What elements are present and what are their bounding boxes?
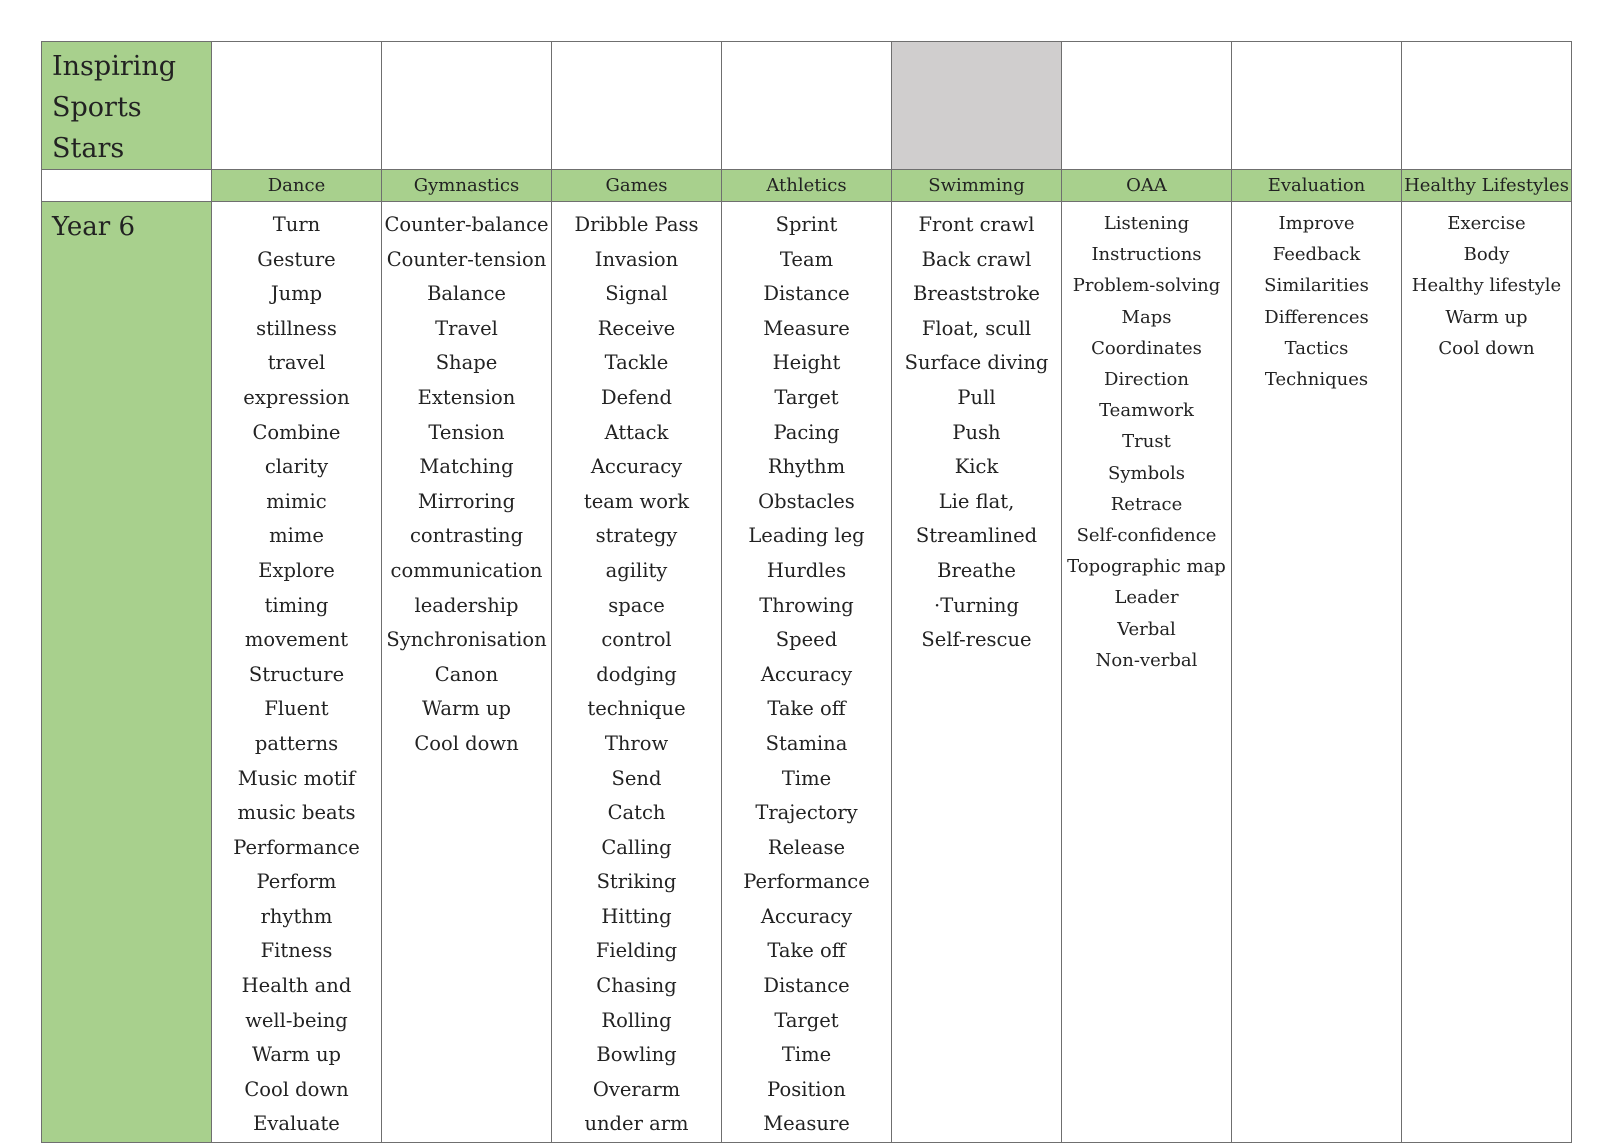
list-item: Evaluate (253, 1112, 340, 1136)
list-item: Accuracy (760, 904, 853, 928)
list-item: Health and (241, 974, 352, 998)
list-item: Body (1463, 244, 1510, 266)
column-header-games: Games (552, 170, 722, 202)
list-item: Cool down (414, 731, 519, 755)
list-item: Symbols (1108, 462, 1185, 484)
list-item: technique (587, 697, 686, 721)
list-item: Shape (435, 351, 498, 375)
list-item: Measure (763, 316, 850, 340)
gymnastics-cell (382, 202, 552, 1143)
list-item: Instructions (1091, 244, 1202, 266)
list-item: Defend (601, 385, 672, 409)
list-item: Invasion (594, 247, 679, 271)
list-item: Healthy lifestyle (1411, 275, 1562, 297)
games-cell (552, 202, 722, 1143)
column-header-gymnastics: Gymnastics (382, 170, 552, 202)
list-item: Perform (256, 870, 337, 894)
list-item: Performance (233, 835, 360, 859)
list-item: Verbal (1117, 618, 1176, 640)
column-header-healthy-lifestyles: Healthy Lifestyles (1402, 170, 1572, 202)
oaa-list (1062, 202, 1231, 676)
list-item: Chasing (596, 974, 677, 998)
list-item: Pacing (773, 420, 840, 444)
oaa-cell (1062, 202, 1232, 1143)
list-item: Feedback (1272, 244, 1361, 266)
list-item: Sprint (775, 213, 838, 236)
list-item: Cool down (244, 1077, 349, 1101)
list-item: Kick (954, 455, 999, 479)
list-item: expression (243, 385, 350, 409)
healthy-lifestyles-cell (1402, 202, 1572, 1143)
page-title: Inspiring Sports Stars (52, 51, 177, 164)
list-item: Rhythm (767, 455, 846, 479)
list-item: Fluent (264, 697, 329, 721)
list-item: Maps (1121, 306, 1172, 328)
column-header-evaluation: Evaluation (1232, 170, 1402, 202)
dance-list (212, 202, 381, 1142)
list-item: Breaststroke (913, 282, 1040, 306)
list-item: Time (781, 1043, 832, 1067)
healthy-lifestyles-list (1402, 202, 1571, 364)
list-item: Canon (434, 662, 499, 686)
list-item: mimic (266, 489, 327, 513)
list-item: dodging (596, 662, 677, 686)
list-item: Exercise (1447, 213, 1526, 234)
gymnastics-list (382, 202, 551, 762)
list-item: clarity (264, 455, 329, 479)
blank-cell (212, 42, 382, 170)
list-item: well-being (245, 1008, 348, 1032)
blank-cell (1232, 42, 1402, 170)
title-cell (42, 42, 212, 170)
list-item: strategy (595, 524, 678, 548)
list-item: Striking (596, 870, 677, 894)
list-item: Mirroring (417, 489, 516, 513)
list-item: Rolling (601, 1008, 672, 1032)
list-item: Stamina (765, 731, 848, 755)
list-item: mime (269, 524, 324, 548)
list-item: Float, scull (921, 316, 1032, 340)
swimming-list (892, 202, 1061, 658)
list-item: communication (390, 558, 543, 582)
athletics-cell (722, 202, 892, 1143)
list-item: Front crawl (918, 213, 1035, 236)
list-item: Matching (419, 455, 514, 479)
blank-cell (722, 42, 892, 170)
blank-cell (552, 42, 722, 170)
column-header-swimming: Swimming (892, 170, 1062, 202)
list-item: Tension (428, 420, 505, 444)
list-item: Counter-balance (384, 213, 549, 236)
list-item: Receive (597, 316, 676, 340)
list-item: Explore (258, 558, 335, 582)
list-item: Target (774, 1008, 839, 1032)
list-item: Tactics (1284, 337, 1349, 359)
column-header-athletics: Athletics (722, 170, 892, 202)
header-corner-cell (42, 170, 212, 202)
list-item: Warm up (1445, 306, 1528, 328)
list-item: under arm (584, 1112, 689, 1136)
list-item: Leader (1114, 587, 1179, 609)
shaded-blank-cell (892, 42, 1062, 170)
list-item: Tackle (604, 351, 669, 375)
list-item: Hurdles (766, 558, 847, 582)
list-item: Overarm (592, 1077, 681, 1101)
list-item: patterns (254, 731, 339, 755)
list-item: Music motif (237, 766, 356, 790)
list-item: Breathe (937, 558, 1016, 582)
column-header-oaa: OAA (1062, 170, 1232, 202)
list-item: Time (781, 766, 832, 790)
list-item: Retrace (1110, 493, 1183, 515)
list-item: Structure (248, 662, 345, 686)
athletics-list (722, 202, 891, 1142)
list-item: Position (767, 1077, 846, 1101)
evaluation-cell (1232, 202, 1402, 1143)
list-item: Release (767, 835, 846, 859)
list-item: Hitting (601, 904, 672, 928)
list-item: Lie flat, (938, 489, 1015, 513)
list-item: Problem-solving (1072, 275, 1221, 297)
list-item: Performance (743, 870, 870, 894)
games-list (552, 202, 721, 1142)
list-item: Jump (270, 282, 323, 306)
list-item: Topographic map (1067, 556, 1226, 578)
list-item: Accuracy (590, 455, 683, 479)
list-item: ·Turning (934, 593, 1019, 617)
list-item: space (608, 593, 665, 617)
list-item: Travel (435, 316, 498, 340)
dance-cell (212, 202, 382, 1143)
list-item: Improve (1278, 213, 1355, 234)
list-item: Counter-tension (386, 247, 547, 271)
list-item: music beats (237, 801, 356, 825)
list-item: contrasting (409, 524, 524, 548)
list-item: Fitness (260, 939, 333, 963)
list-item: Speed (775, 628, 838, 652)
list-item: travel (267, 351, 326, 375)
list-item: Non-verbal (1095, 649, 1198, 671)
list-item: Distance (763, 282, 850, 306)
list-item: Send (611, 766, 662, 790)
year-label: Year 6 (52, 212, 136, 242)
list-item: Push (952, 420, 1001, 444)
list-item: Take off (767, 939, 846, 963)
list-item: Distance (763, 974, 850, 998)
list-item: Streamlined (915, 524, 1038, 548)
list-item: Synchronisation (386, 628, 547, 652)
list-item: Similarities (1264, 275, 1369, 297)
list-item: team work (583, 489, 690, 513)
list-item: Trajectory (755, 801, 858, 825)
column-header-dance: Dance (212, 170, 382, 202)
list-item: Teamwork (1099, 400, 1194, 422)
list-item: Trust (1122, 431, 1171, 453)
list-item: Accuracy (760, 662, 853, 686)
list-item: timing (264, 593, 329, 617)
list-item: Obstacles (758, 489, 855, 513)
list-item: Team (779, 247, 834, 271)
list-item: Measure (763, 1112, 850, 1136)
title-row (42, 42, 1572, 170)
list-item: control (601, 628, 672, 652)
list-item: Warm up (251, 1043, 342, 1067)
blank-cell (1062, 42, 1232, 170)
list-item: Throwing (759, 593, 854, 617)
list-item: Attack (604, 420, 669, 444)
list-item: Take off (767, 697, 846, 721)
list-item: Self-rescue (921, 628, 1032, 652)
curriculum-table (41, 41, 1572, 1143)
list-item: Throw (604, 731, 669, 755)
list-item: Coordinates (1091, 337, 1202, 359)
list-item: Turn (272, 213, 321, 236)
list-item: Bowling (596, 1043, 677, 1067)
list-item: Warm up (421, 697, 512, 721)
list-item: Leading leg (748, 524, 865, 548)
list-item: Catch (607, 801, 666, 825)
year-cell (42, 202, 212, 1143)
blank-cell (382, 42, 552, 170)
list-item: Target (774, 385, 839, 409)
list-item: Pull (957, 385, 996, 409)
swimming-cell (892, 202, 1062, 1143)
evaluation-list (1232, 202, 1401, 395)
list-item: Listening (1103, 213, 1190, 234)
list-item: Balance (427, 282, 506, 306)
year-row (42, 202, 1572, 1143)
list-item: Direction (1104, 369, 1189, 391)
list-item: Calling (601, 835, 672, 859)
list-item: Gesture (257, 247, 336, 271)
list-item: Signal (605, 282, 668, 306)
list-item: Combine (252, 420, 341, 444)
list-item: leadership (414, 593, 519, 617)
list-item: Techniques (1264, 369, 1369, 391)
list-item: movement (244, 628, 349, 652)
blank-cell (1402, 42, 1572, 170)
list-item: Fielding (595, 939, 678, 963)
list-item: Dribble Pass (574, 213, 699, 236)
list-item: stillness (256, 316, 337, 340)
list-item: Surface diving (904, 351, 1049, 375)
list-item: Self-confidence (1076, 525, 1217, 547)
list-item: Height (772, 351, 841, 375)
list-item: Extension (417, 385, 516, 409)
list-item: Back crawl (921, 247, 1032, 271)
list-item: rhythm (260, 904, 333, 928)
list-item: Differences (1264, 306, 1369, 328)
list-item: agility (605, 558, 668, 582)
header-row (42, 170, 1572, 202)
list-item: Cool down (1438, 337, 1535, 359)
